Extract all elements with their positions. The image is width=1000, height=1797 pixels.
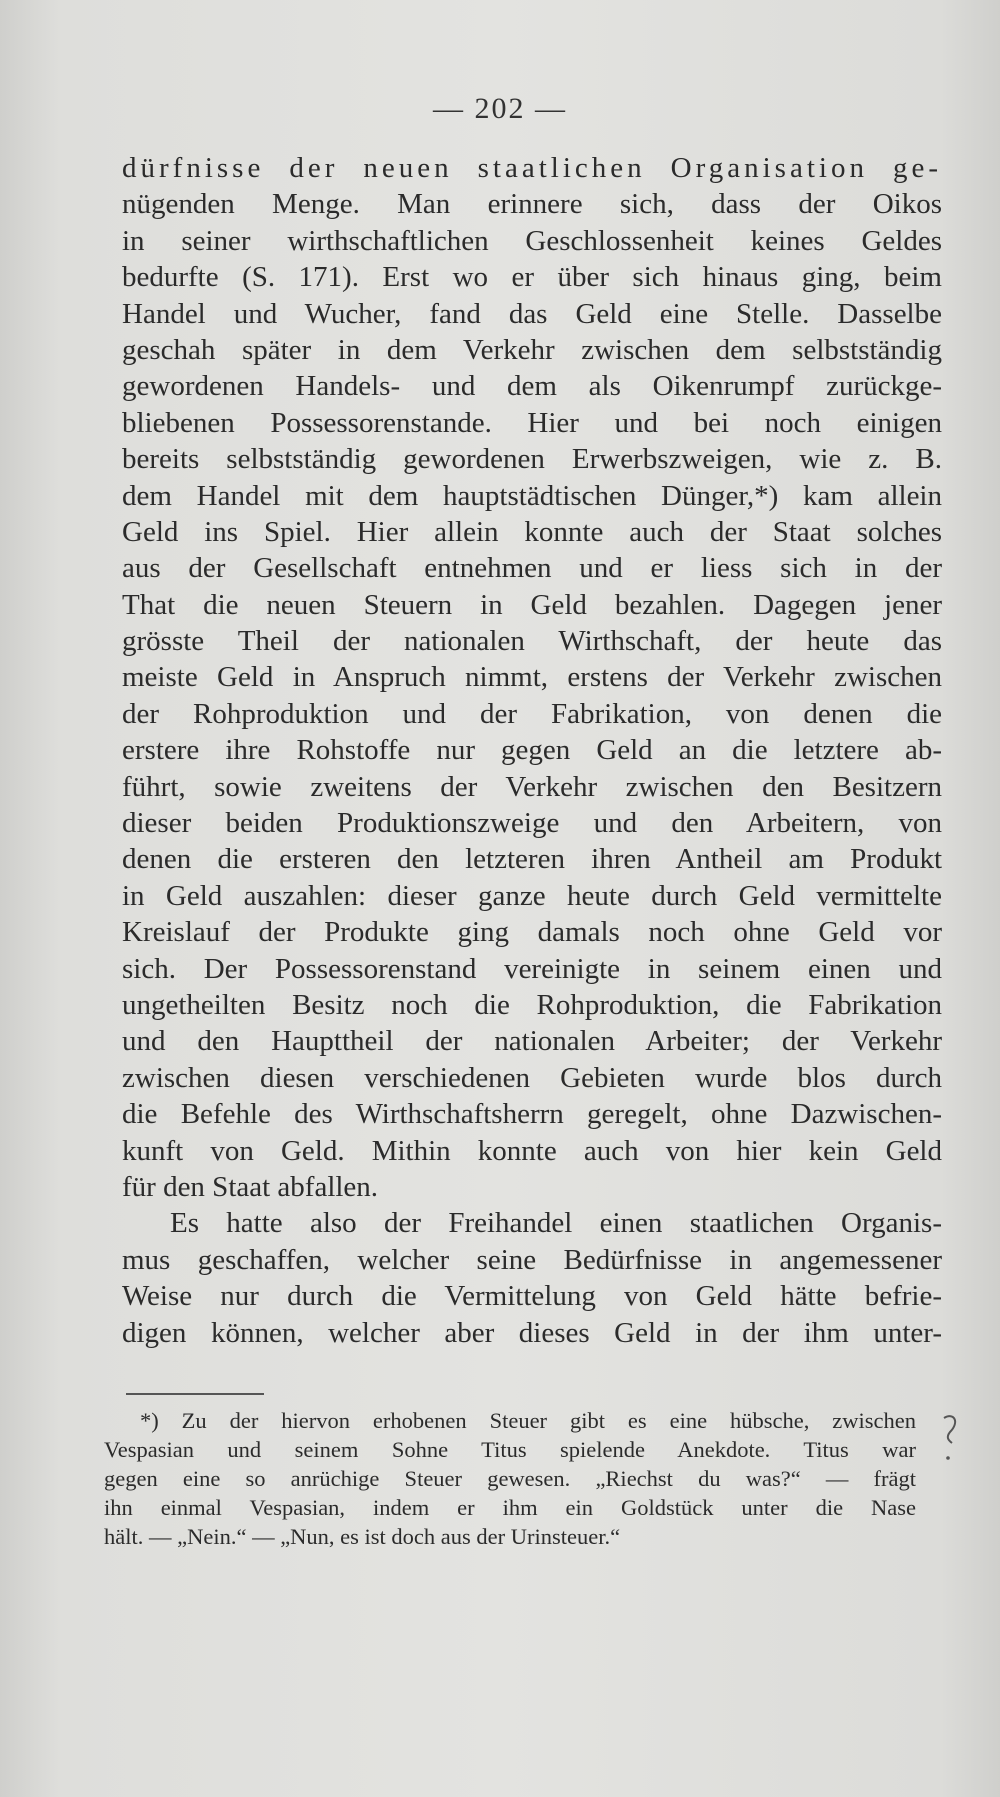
text-line: dürfnisse der neuen staatlichen Organisation ge- [122, 152, 942, 184]
footnote-line: ihn einmal Vespasian, indem er ihm ein Goldstück unter die Nase [104, 1495, 916, 1520]
text-line: nügenden Menge. Man erinnere sich, dass der Oikos [122, 188, 942, 221]
page-number: — 202 — [433, 92, 567, 125]
text-line: ungetheilten Besitz noch die Rohproduktion, die Fabrikation [122, 988, 942, 1021]
text-line: erstere ihre Rohstoffe nur gegen Geld an die letztere ab- [122, 734, 942, 767]
footnote [104, 1406, 916, 1551]
text-line: mus geschaffen, welcher seine Bedürfnisse in angemessener [122, 1243, 942, 1276]
footnote-line: *) Zu der hiervon erhobenen Steuer gibt es eine hübsche, zwischen [140, 1408, 916, 1433]
text-line: meiste Geld in Anspruch nimmt, erstens der Verkehr zwischen [122, 661, 942, 694]
text-line: That die neuen Steuern in Geld bezahlen. Dagegen jener [122, 588, 942, 621]
handwritten-margin-mark [936, 1410, 966, 1470]
text-line: bereits selbstständig gewordenen Erwerbszweigen, wie z. B. [122, 443, 942, 476]
text-line: Handel und Wucher, fand das Geld eine Stelle. Dasselbe [122, 297, 942, 330]
text-line: in seiner wirthschaftlichen Geschlossenheit keines Geldes [122, 224, 942, 257]
footnote-line: Vespasian und seinem Sohne Titus spielende Anekdote. Titus war [104, 1437, 916, 1462]
text-line: bedurfte (S. 171). Erst wo er über sich hinaus ging, beim [122, 261, 942, 294]
text-line: geschah später in dem Verkehr zwischen dem selbstständig [122, 333, 942, 366]
footnote-line: hält. — „Nein.“ — „Nun, es ist doch aus der Urinsteuer.“ [104, 1524, 621, 1549]
text-line: bliebenen Possessorenstande. Hier und bei noch einigen [122, 406, 942, 439]
text-line: dieser beiden Produktionszweige und den Arbeitern, von [122, 807, 942, 840]
text-line: Weise nur durch die Vermittelung von Geld hätte befrie- [122, 1280, 942, 1313]
text-line: Geld ins Spiel. Hier allein konnte auch der Staat solches [122, 515, 942, 548]
text-line: gewordenen Handels- und dem als Oikenrumpf zurückge- [122, 370, 942, 403]
footnote-rule [126, 1393, 264, 1395]
text-line: der Rohproduktion und der Fabrikation, von denen die [122, 697, 942, 730]
text-line: führt, sowie zweitens der Verkehr zwischen den Besitzern [122, 770, 942, 803]
text-line: die Befehle des Wirthschaftsherrn geregelt, ohne Dazwischen- [122, 1098, 942, 1131]
footnote-line: gegen eine so anrüchige Steuer gewesen. „Riechst du was?“ — frägt [104, 1466, 916, 1491]
text-line: dem Handel mit dem hauptstädtischen Dünger,*) kam allein [122, 479, 942, 512]
text-line: Es hatte also der Freihandel einen staatlichen Organis- [170, 1207, 942, 1240]
text-line: grösste Theil der nationalen Wirthschaft, der heute das [122, 625, 942, 658]
body-text [122, 150, 942, 1351]
text-line: für den Staat abfallen. [122, 1170, 379, 1203]
text-line: und den Haupttheil der nationalen Arbeiter; der Verkehr [122, 1025, 942, 1058]
text-line: digen können, welcher aber dieses Geld in der ihm unter- [122, 1316, 942, 1349]
text-line: Kreislauf der Produkte ging damals noch ohne Geld vor [122, 916, 942, 949]
text-line: sich. Der Possessorenstand vereinigte in seinem einen und [122, 952, 942, 985]
text-line: zwischen diesen verschiedenen Gebieten wurde blos durch [122, 1061, 942, 1094]
text-line: aus der Gesellschaft entnehmen und er liess sich in der [122, 552, 942, 585]
text-line: denen die ersteren den letzteren ihren Antheil am Produkt [122, 843, 942, 876]
text-line: in Geld auszahlen: dieser ganze heute durch Geld vermittelte [122, 879, 942, 912]
text-line: kunft von Geld. Mithin konnte auch von hier kein Geld [122, 1134, 942, 1167]
